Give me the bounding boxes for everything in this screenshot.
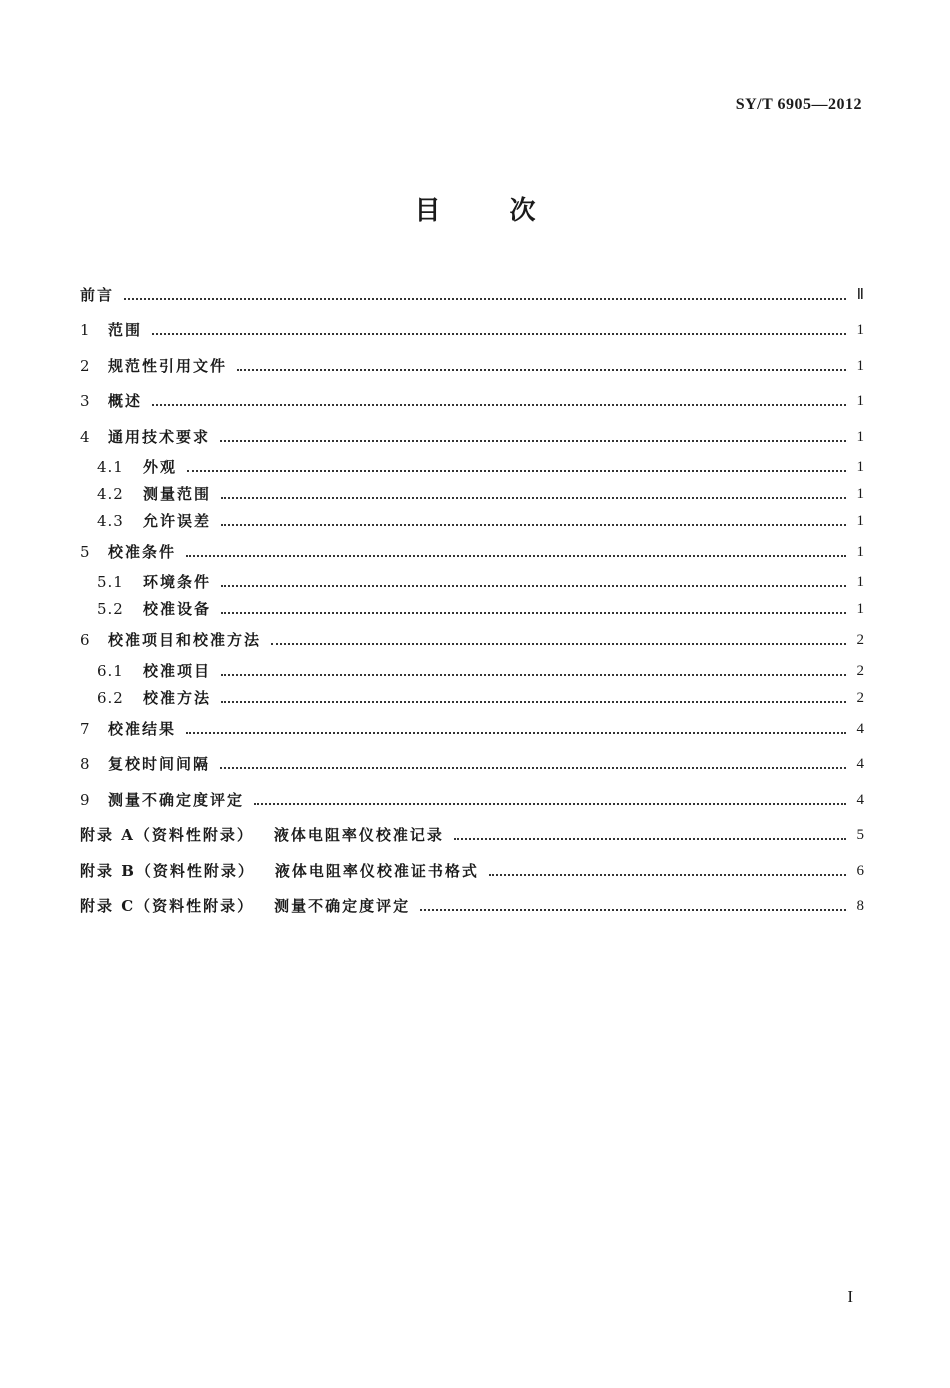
toc-entry-number: 2 xyxy=(80,357,90,375)
toc-entry-label: 测量不确定度评定 xyxy=(108,791,245,809)
toc-entry[interactable] xyxy=(80,501,864,531)
toc-entry-page: 2 xyxy=(856,632,864,648)
toc-entry-label: 外观 xyxy=(143,458,178,476)
dot-leader xyxy=(454,838,846,840)
toc-entry-label: 测量范围 xyxy=(143,485,212,503)
dot-leader xyxy=(420,909,846,911)
toc-entry-page: 4 xyxy=(856,721,864,737)
toc-entry-page: 1 xyxy=(856,574,864,590)
toc-entry-appendix-title: 测量不确定度评定 xyxy=(274,897,411,915)
dot-leader xyxy=(220,767,846,769)
toc-entry-number: 6.1 xyxy=(97,662,124,680)
toc-entry-number: 3 xyxy=(80,392,90,410)
toc-entry-label: 环境条件 xyxy=(143,573,212,591)
dot-leader xyxy=(221,524,846,526)
page-number: I xyxy=(847,1287,853,1306)
dot-leader xyxy=(220,440,846,442)
toc-entry[interactable] xyxy=(80,589,864,619)
toc-entry-label: 校准项目和校准方法 xyxy=(108,631,262,649)
toc-entry-page: 2 xyxy=(856,690,864,706)
toc-entry-label: 概述 xyxy=(108,392,143,410)
toc-entry[interactable] xyxy=(80,709,864,739)
dot-leader xyxy=(254,803,846,805)
toc-entry-number: 4 xyxy=(80,428,90,446)
toc-entry[interactable] xyxy=(80,381,864,411)
toc-entry-label: 规范性引用文件 xyxy=(108,357,228,375)
toc-entry[interactable] xyxy=(80,447,864,477)
title-char-2: 次 xyxy=(509,196,536,226)
toc-entry-page: 5 xyxy=(856,827,864,843)
dot-leader xyxy=(186,732,846,734)
toc-entry-page: 4 xyxy=(856,792,864,808)
toc-entry-number: 4.1 xyxy=(97,458,124,476)
title-char-1: 目 xyxy=(414,196,441,226)
toc-entry[interactable] xyxy=(80,275,864,305)
toc-entry-number: 8 xyxy=(80,755,90,773)
dot-leader xyxy=(271,643,846,645)
toc-entry-page: 1 xyxy=(856,601,864,617)
dot-leader xyxy=(237,369,846,371)
toc-entry[interactable] xyxy=(80,532,864,562)
toc-entry[interactable] xyxy=(80,310,864,340)
dot-leader xyxy=(221,612,846,614)
toc-entry-page: 8 xyxy=(856,898,864,914)
toc-entry-appendix-title: 液体电阻率仪校准证书格式 xyxy=(274,862,479,880)
toc-entry[interactable] xyxy=(80,678,864,708)
toc-entry-label: 校准方法 xyxy=(143,689,212,707)
toc-entry-page: 1 xyxy=(856,513,864,529)
dot-leader xyxy=(221,674,846,676)
toc-entry-label: 范围 xyxy=(108,321,143,339)
toc-entry-number: 5.1 xyxy=(97,573,124,591)
toc-entry-page: 1 xyxy=(856,544,864,560)
page-title xyxy=(0,190,950,227)
toc-entry-page: 2 xyxy=(856,663,864,679)
standard-code: SY/T 6905—2012 xyxy=(735,96,862,113)
toc-entry-number: 5 xyxy=(80,543,90,561)
toc-entry[interactable] xyxy=(80,417,864,447)
dot-leader xyxy=(489,874,846,876)
toc-entry-number: 9 xyxy=(80,791,90,809)
toc-entry[interactable] xyxy=(80,474,864,504)
dot-leader xyxy=(187,470,846,472)
toc-entry-page: 1 xyxy=(856,459,864,475)
toc-entry-page: 6 xyxy=(856,863,864,879)
toc-entry-page: 4 xyxy=(856,756,864,772)
toc-entry-label: 附录 B（资料性附录） xyxy=(80,862,255,880)
toc-entry-label: 校准结果 xyxy=(108,720,177,738)
toc-entry-label: 校准条件 xyxy=(108,543,177,561)
toc-entry[interactable] xyxy=(80,346,864,376)
toc-entry[interactable] xyxy=(80,620,864,650)
toc-entry-label: 复校时间间隔 xyxy=(108,755,211,773)
toc-entry[interactable] xyxy=(80,851,864,881)
toc-entry-number: 4.2 xyxy=(97,485,124,503)
dot-leader xyxy=(186,555,846,557)
toc-entry[interactable] xyxy=(80,651,864,681)
dot-leader xyxy=(124,298,846,300)
dot-leader xyxy=(152,333,846,335)
toc-entry-number: 6.2 xyxy=(97,689,124,707)
dot-leader xyxy=(221,497,846,499)
toc-entry[interactable] xyxy=(80,780,864,810)
toc-entry-number: 4.3 xyxy=(97,512,124,530)
toc-entry[interactable] xyxy=(80,562,864,592)
dot-leader xyxy=(152,404,846,406)
toc-entry-page: 1 xyxy=(856,322,864,338)
toc-entry[interactable] xyxy=(80,886,864,916)
toc-entry[interactable] xyxy=(80,815,864,845)
toc-entry-label: 允许误差 xyxy=(143,512,212,530)
toc-entry-number: 7 xyxy=(80,720,90,738)
toc-entry-number: 1 xyxy=(80,321,90,339)
toc-entry-page: 1 xyxy=(856,393,864,409)
toc-entry-label: 附录 C（资料性附录） xyxy=(80,897,255,915)
toc-entry-label: 通用技术要求 xyxy=(108,428,211,446)
toc-entry-page: 1 xyxy=(856,486,864,502)
toc-entry[interactable] xyxy=(80,744,864,774)
toc-entry-number: 6 xyxy=(80,631,90,649)
toc-entry-appendix-title: 液体电阻率仪校准记录 xyxy=(273,826,444,844)
dot-leader xyxy=(221,585,846,587)
toc-entry-page: 1 xyxy=(856,429,864,445)
toc-entry-label: 校准设备 xyxy=(143,600,212,618)
toc-entry-label: 校准项目 xyxy=(143,662,212,680)
toc-entry-number: 5.2 xyxy=(97,600,124,618)
toc-entry-page: 1 xyxy=(856,358,864,374)
dot-leader xyxy=(221,701,846,703)
toc-entry-page: Ⅱ xyxy=(856,287,864,303)
toc-entry-label: 前言 xyxy=(80,286,115,304)
toc-entry-label: 附录 A（资料性附录） xyxy=(80,826,254,844)
